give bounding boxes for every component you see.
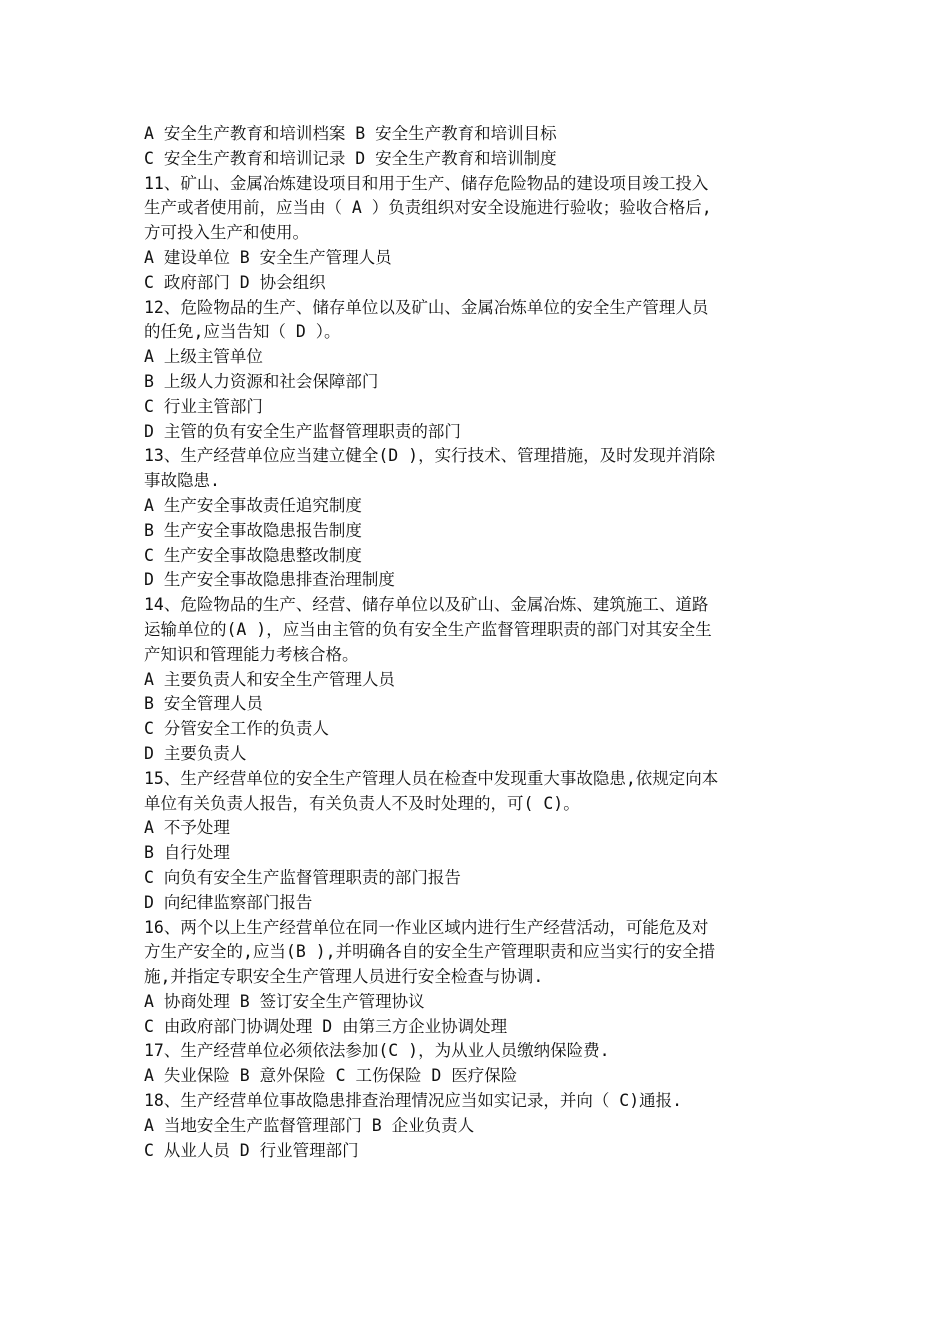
question-11-line: 方可投入生产和使用。 xyxy=(144,223,309,243)
document-body xyxy=(144,122,824,1163)
option-line: A 失业保险 B 意外保险 C 工伤保险 D 医疗保险 xyxy=(144,1066,518,1086)
option-line: B 上级人力资源和社会保障部门 xyxy=(144,371,379,391)
option-line: B 自行处理 xyxy=(144,843,230,863)
question-17-line: 17、生产经营单位必须依法参加(C )，为从业人员缴纳保险费. xyxy=(144,1041,610,1061)
option-line: C 从业人员 D 行业管理部门 xyxy=(144,1140,359,1160)
question-16-line: 施,并指定专职安全生产管理人员进行安全检查与协调. xyxy=(144,967,544,987)
question-14-line: 运输单位的(A )，应当由主管的负有安全生产监督管理职责的部门对其安全生 xyxy=(144,619,712,639)
option-line: D 向纪律监察部门报告 xyxy=(144,892,313,912)
option-line: D 主管的负有安全生产监督管理职责的部门 xyxy=(144,421,461,441)
question-15-line: 单位有关负责人报告，有关负责人不及时处理的，可( C)。 xyxy=(144,793,580,813)
option-line: C 分管安全工作的负责人 xyxy=(144,719,329,739)
option-line: C 安全生产教育和培训记录 D 安全生产教育和培训制度 xyxy=(144,148,557,168)
question-11-line: 生产或者使用前，应当由（ A ）负责组织对安全设施进行验收；验收合格后, xyxy=(144,198,712,218)
option-line: A 主要负责人和安全生产管理人员 xyxy=(144,669,395,689)
option-line: C 生产安全事故隐患整改制度 xyxy=(144,545,362,565)
option-line: C 政府部门 D 协会组织 xyxy=(144,272,326,292)
option-line: C 由政府部门协调处理 D 由第三方企业协调处理 xyxy=(144,1016,508,1036)
question-13-line: 事故隐患. xyxy=(144,471,220,491)
option-line: C 行业主管部门 xyxy=(144,396,263,416)
option-line: B 安全管理人员 xyxy=(144,694,263,714)
option-line: A 建设单位 B 安全生产管理人员 xyxy=(144,247,392,267)
question-18-line: 18、生产经营单位事故隐患排查治理情况应当如实记录，并向（ C)通报. xyxy=(144,1091,683,1111)
option-line: A 安全生产教育和培训档案 B 安全生产教育和培训目标 xyxy=(144,124,557,143)
option-line: A 不予处理 xyxy=(144,818,230,838)
question-15-line: 15、生产经营单位的安全生产管理人员在检查中发现重大事故隐患,依规定向本 xyxy=(144,768,719,788)
question-13-line: 13、生产经营单位应当建立健全(D )，实行技术、管理措施，及时发现并消除 xyxy=(144,446,716,466)
question-12-line: 的任免,应当告知（ D ）。 xyxy=(144,322,341,342)
option-line: C 向负有安全生产监督管理职责的部门报告 xyxy=(144,867,461,887)
question-14-line: 14、危险物品的生产、经营、储存单位以及矿山、金属冶炼、建筑施工、道路 xyxy=(144,595,709,615)
option-line: D 主要负责人 xyxy=(144,743,247,763)
option-line: A 当地安全生产监督管理部门 B 企业负责人 xyxy=(144,1115,475,1135)
option-line: A 协商处理 B 签订安全生产管理协议 xyxy=(144,991,425,1011)
question-12-line: 12、危险物品的生产、储存单位以及矿山、金属冶炼单位的安全生产管理人员 xyxy=(144,297,709,317)
option-line: D 生产安全事故隐患排查治理制度 xyxy=(144,570,395,590)
option-line: B 生产安全事故隐患报告制度 xyxy=(144,520,362,540)
question-16-line: 方生产安全的,应当(B ),并明确各自的安全生产管理职责和应当实行的安全措 xyxy=(144,942,716,962)
question-11-line: 11、矿山、金属冶炼建设项目和用于生产、储存危险物品的建设项目竣工投入 xyxy=(144,173,709,193)
option-line: A 生产安全事故责任追究制度 xyxy=(144,495,362,515)
question-14-line: 产知识和管理能力考核合格。 xyxy=(144,644,359,664)
question-16-line: 16、两个以上生产经营单位在同一作业区域内进行生产经营活动，可能危及对 xyxy=(144,917,709,937)
option-line: A 上级主管单位 xyxy=(144,347,263,367)
